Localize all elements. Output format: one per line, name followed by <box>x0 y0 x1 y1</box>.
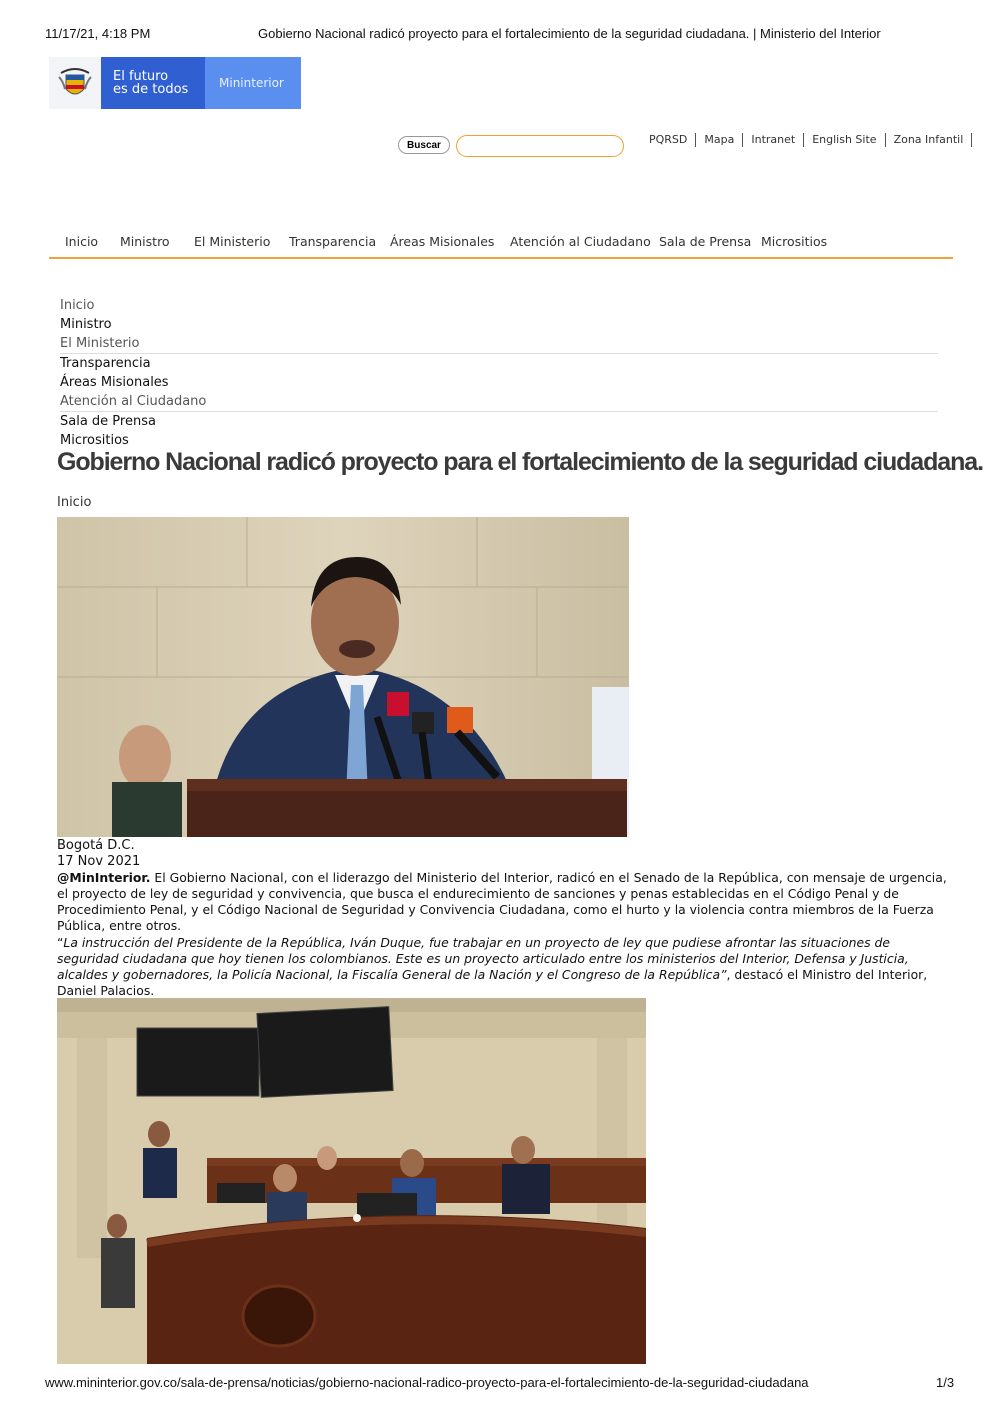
article-paragraph-2 <box>57 935 947 999</box>
vmenu-item-sala-de-prensa[interactable]: Sala de Prensa <box>60 414 156 429</box>
vmenu-item-micrositios[interactable]: Micrositios <box>60 433 129 448</box>
vmenu-item-atencion-ciudadano[interactable]: Atención al Ciudadano <box>60 392 938 412</box>
nav-item-sala-de-prensa[interactable]: Sala de Prensa <box>659 234 752 249</box>
article-paragraph-2-tail: , destacó el Ministro del Interior, Daniel Palacios. <box>57 967 928 998</box>
article-handle: @MinInterior. <box>57 870 151 885</box>
search-input[interactable] <box>456 135 624 157</box>
logo-slogan-line1: El futuro <box>113 69 169 84</box>
top-link-mapa[interactable]: Mapa <box>696 133 743 147</box>
article-photo-senate-chamber <box>57 998 646 1364</box>
main-nav <box>49 226 953 259</box>
nav-item-transparencia[interactable]: Transparencia <box>289 234 377 249</box>
vmenu-item-inicio[interactable]: Inicio <box>60 298 95 313</box>
logo-slogan <box>101 57 205 109</box>
quote-open-mark: “ <box>57 935 64 950</box>
top-links <box>649 133 972 147</box>
breadcrumb[interactable]: Inicio <box>57 495 92 510</box>
nav-item-atencion-ciudadano[interactable]: Atención al Ciudadano <box>510 234 651 249</box>
print-page-number: 1/3 <box>936 1375 955 1390</box>
logo-slogan-line2: es de todos <box>113 82 189 97</box>
vmenu-item-el-ministerio[interactable]: El Ministerio <box>60 334 938 354</box>
article-photo-minister-speaking <box>57 517 629 837</box>
nav-item-areas-misionales[interactable]: Áreas Misionales <box>390 234 495 249</box>
search-button[interactable]: Buscar <box>398 136 450 154</box>
vmenu-item-ministro[interactable]: Ministro <box>60 317 112 332</box>
article-location: Bogotá D.C. <box>57 838 135 853</box>
top-link-english-site[interactable]: English Site <box>804 133 885 147</box>
top-link-pqrsd[interactable]: PQRSD <box>649 133 696 147</box>
coat-of-arms-icon <box>49 57 101 109</box>
logo-brand: Mininterior <box>205 57 301 109</box>
vmenu-item-areas-misionales[interactable]: Áreas Misionales <box>60 375 169 390</box>
nav-item-el-ministerio[interactable]: El Ministerio <box>194 234 271 249</box>
article-paragraph-1-text: El Gobierno Nacional, con el liderazgo del Ministerio del Interior, radicó en el Senado de la República, con mensaje de urgencia, el proyecto de ley de seguridad y convivencia, que busca el endurecimiento de sanciones y penas establecidas en el Código Penal y de Procedimiento Penal, y el Código Nacional de Seguridad y Convivencia Ciudadana, como el hurto y la violencia contra miembros de la Fuerza Pública, entre otros. <box>57 870 947 933</box>
print-page-title: Gobierno Nacional radicó proyecto para el fortalecimiento de la seguridad ciudadana. | Ministerio del Interior <box>258 26 881 41</box>
nav-item-inicio[interactable]: Inicio <box>65 234 99 249</box>
article-date: 17 Nov 2021 <box>57 854 141 869</box>
article-paragraph-1 <box>57 870 947 934</box>
site-logo[interactable] <box>49 57 301 109</box>
print-url: www.mininterior.gov.co/sala-de-prensa/noticias/gobierno-nacional-radico-proyecto-para-el-fortalecimiento-de-la-seguridad-ciudadana <box>45 1375 809 1390</box>
top-link-zona-infantil[interactable]: Zona Infantil <box>886 133 973 147</box>
top-link-intranet[interactable]: Intranet <box>743 133 804 147</box>
nav-item-ministro[interactable]: Ministro <box>120 234 170 249</box>
vertical-menu <box>60 296 938 450</box>
article-quote: La instrucción del Presidente de la República, Iván Duque, fue trabajar en un proyecto de ley que pudiese afrontar las situaciones de seguridad ciudadana que hoy tienen los colombianos. Este es un proyecto articulado entre los ministerios del Interior, Defensa y Justicia, alcaldes y gobernadores, la Policía Nacional, la Fiscalía General de la Nación y el Congreso de la República” <box>57 935 909 982</box>
print-datetime: 11/17/21, 4:18 PM <box>45 26 151 41</box>
vmenu-item-transparencia[interactable]: Transparencia <box>60 356 151 371</box>
article-title: Gobierno Nacional radicó proyecto para el fortalecimiento de la seguridad ciudadana. <box>57 448 983 476</box>
nav-item-micrositios[interactable]: Micrositios <box>761 234 828 249</box>
